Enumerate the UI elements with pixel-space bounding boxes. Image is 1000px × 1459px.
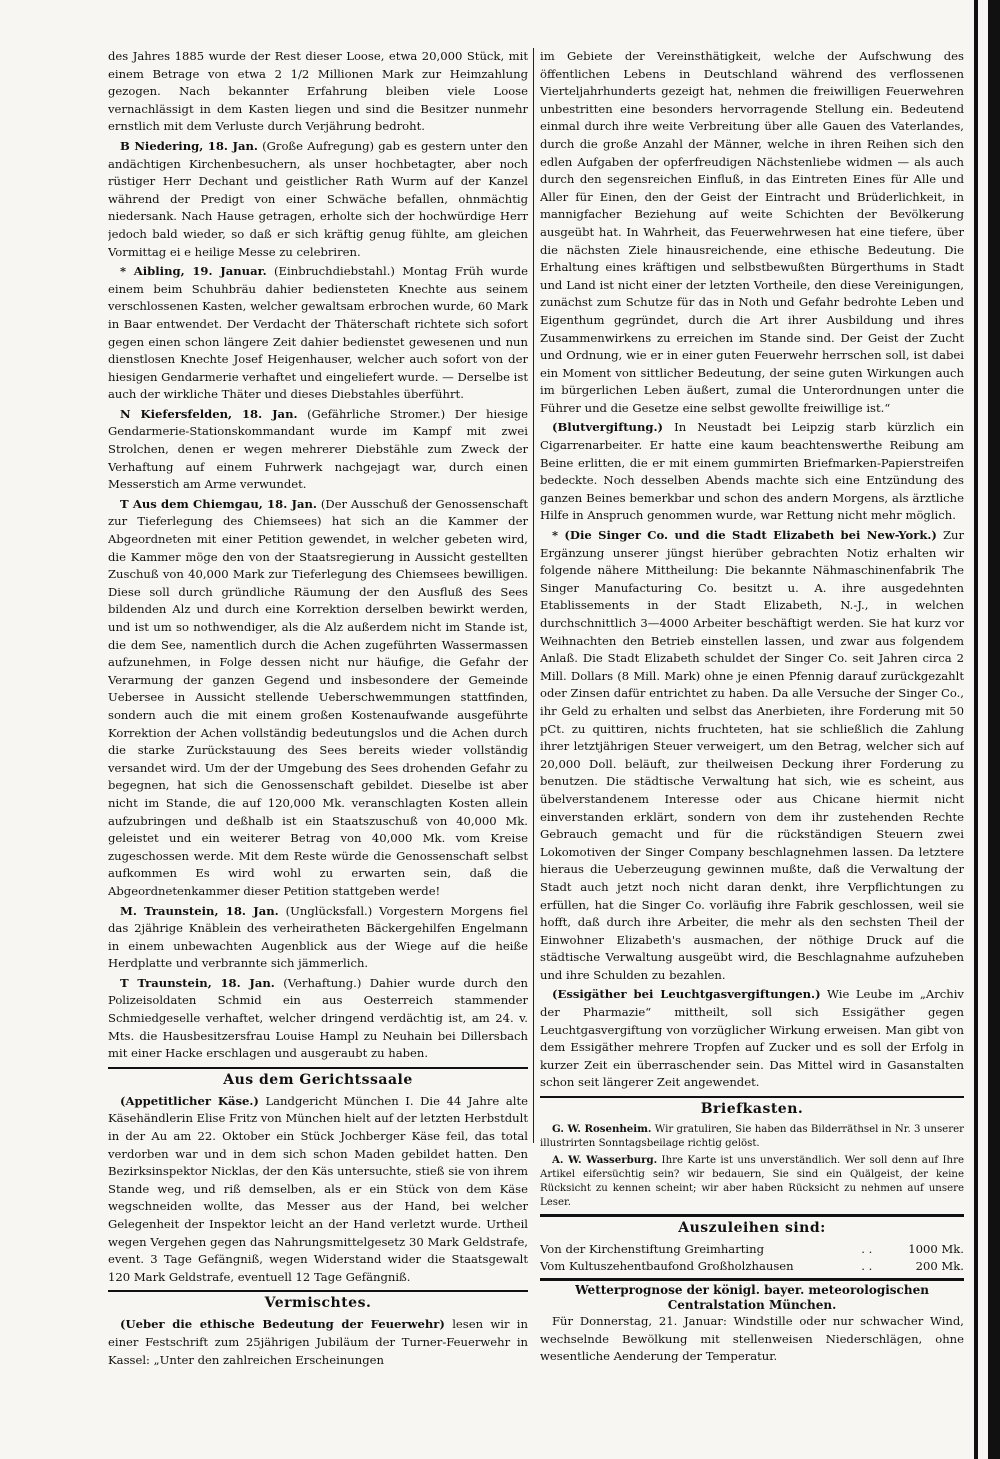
article-lead: * Aibling, 19. Januar. (120, 264, 267, 279)
article-lead: T Aus dem Chiemgau, 18. Jan. (120, 496, 317, 511)
loan-dots: . . (861, 1259, 873, 1274)
loan-row (540, 1241, 964, 1258)
weather-forecast-text: Für Donnerstag, 21. Januar: Windstille oder nur schwacher Wind, wechselnde Bewölkung mit stellenweisen Niederschlägen, ohne wesentliche Aenderung der Temperatur. (540, 1314, 964, 1364)
left-articles (108, 48, 528, 1063)
news-article (108, 406, 528, 494)
article-text: Wir gratuliren, Sie haben das Bilderräthsel in Nr. 3 unserer illustrirten Sonntagsbeilage richtig gelöst. (540, 1124, 964, 1150)
page-edge-shadow (974, 0, 978, 1459)
loan-row (540, 1258, 964, 1275)
article-text: des Jahres 1885 wurde der Rest dieser Loose, etwa 20,000 Stück, mit einem Betrage von etwa 2 1/2 Millionen Mark zur Heimzahlung gezogen. Nach bekannter Erfahrung bleiben viele Loose vernachlässigt in dem Kasten liegen und sind die Besitzer nunmehr ernstlich mit dem Verluste durch Verjährung bedroht. (108, 49, 528, 134)
article-text: (Einbruchdiebstahl.) Montag Früh wurde einem beim Schuhbräu dahier bediensteten Knechte aus seinem verschlossenen Kasten, welcher gewaltsam erbrochen wurde, 60 Mark in Baar entwendet. Der Verdacht der Thäterschaft richtete sich sofort gegen einen schon längere Zeit dahier bedienstet gewesenen und nun dienstlosen Knechte Josef Heigenhauser, welcher auch sofort von der hiesigen Gendarmerie verhaftet und eingeliefert wurde. — Derselbe ist auch der wirkliche Thäter und dieses Diebstahles überführt. (108, 264, 528, 402)
article-lead: T Traunstein, 18. Jan. (120, 975, 275, 990)
court-article-lead: (Appetitlicher Käse.) (120, 1093, 259, 1108)
letterbox-entry (540, 1153, 964, 1210)
right-articles (540, 48, 964, 1092)
news-article (540, 48, 964, 417)
article-text: (Große Aufregung) gab es gestern unter den andächtigen Kirchenbesuchern, als unser hochbetagter, aber noch rüstiger Herr Dechant und geistlicher Rath Wurm auf der Kanzel während der Predigt von einer Schwäche befallen, ohnmächtig niedersank. Nach Hause getragen, erholte sich der hochwürdige Herr jedoch bald wieder, so daß er sich kräftig genug fühlte, am gleichen Vormittag ei e heilige Messe zu celebriren. (108, 138, 528, 259)
article-text: Zur Ergänzung unserer jüngst hierüber gebrachten Notiz erhalten wir folgende nähere Mittheilung: Die bekannte Nähmaschinenfabrik The Singer Manufacturing Co. besitzt u. A. ihre ausgedehnten Etablissements in der Stadt Elizabeth, N.-J., in welchen durchschnittlich 3—4000 Arbeiter beschäftigt werden. Sie hat kurz vor Weihnachten den Betrieb einstellen lassen, und zwar aus folgendem Anlaß. Die Stadt Elizabeth schuldet der Singer Co. seit Jahren circa 2 Mill. Dollars (8 Mill. Mark) ohne je einen Pfennig darauf zurückgezahlt oder Zinsen dafür entrichtet zu haben. Da alle Versuche der Singer Co., ihr Geld zu erhalten und selbst das Anerbieten, ihre Forderung mit 50 pCt. zu quittiren, nichts fruchteten, hat sie schließlich die Zahlung ihrer letztjährigen Steuer verweigert, um den Betrag, welcher sich auf 20,000 Doll. beläuft, zur theilweisen Deckung ihrer Forderung zu benutzen. Die städtische Verwaltung hat sich, wie es scheint, aus übelverstandenem Interesse oder aus Chicane hiermit nicht einverstanden erklärt, sondern von dem ihr zustehenden Rechte Gebrauch gemacht und für die rückständigen Steuern zwei Lokomotiven der Singer Company beschlagnehmen lassen. Da letztere hieraus die Ueberzeugung gewinnen mußte, daß die Verwaltung der Stadt auch jetzt noch nicht daran denkt, ihre Verpflichtungen zu erfüllen, hat die Singer Co. vorläufig ihre Fabrik geschlossen, weil sie hofft, daß durch ihre Arbeiter, die mehr als den sechsten Theil der Einwohner Elizabeth's ausmachen, der nöthige Druck auf die städtische Verwaltung ausgeübt wird, die Beschlagnahme aufzuheben und ihre Schulden zu bezahlen. (540, 528, 964, 982)
article-lead: G. W. Rosenheim. (552, 1123, 652, 1136)
left-column (108, 48, 528, 1443)
loan-dots: . . (861, 1242, 873, 1257)
weather-heading: Wetterprognose der königl. bayer. meteorologischen Centralstation München. (540, 1278, 964, 1313)
misc-article (108, 1316, 528, 1369)
weather-forecast (540, 1313, 964, 1366)
article-text: Ihre Karte ist uns unverständlich. Wer soll denn auf Ihre Artikel eifersüchtig sein? wir bedauern, Sie sind ein Quälgeist, der keine Rücksicht zu kennen scheint; wir aber haben Rücksicht zu nehmen auf unsere Leser. (540, 1155, 964, 1209)
article-lead: N Kiefersfelden, 18. Jan. (120, 406, 298, 421)
letterbox-entries (540, 1122, 964, 1210)
article-text: Wie Leube im „Archiv der Pharmazie“ mittheilt, soll sich Essigäther gegen Leuchtgasvergiftung von vorzüglicher Wirkung erweisen. Man gibt von dem Essigäther mehrere Tropfen auf Zucker und es soll der Erfolg in kurzer Zeit ein überraschender sein. Das Mittel wird in Gasanstalten schon seit längerer Zeit angewendet. (540, 987, 964, 1090)
loans-table (540, 1241, 964, 1275)
article-lead: M. Traunstein, 18. Jan. (120, 903, 279, 918)
letterbox-entry (540, 1122, 964, 1151)
court-section-heading: Aus dem Gerichtssaale (108, 1067, 528, 1089)
page-edge-border (988, 0, 1000, 1459)
article-text: (Gefährliche Stromer.) Der hiesige Gendarmerie-Stationskommandant wurde im Kampf mit zwei Strolchen, denen er wegen mehrerer Diebstähle zum Zweck der Verhaftung auf einem Fuhrwerk nachgejagt war, durch einen Messerstich am Arme verwundet. (108, 406, 528, 492)
right-column (540, 48, 964, 1443)
article-text: (Der Ausschuß der Genossenschaft zur Tieferlegung des Chiemsees) hat sich an die Kammer der Abgeordneten mit einer Petition gewendet, in welcher gebeten wird, die Kammer möge den von der Staatsregierung in Aussicht gestellten Zuschuß von 40,000 Mark zur Tieferlegung des Chiemsees bewilligen. Diese soll durch gründliche Räumung der den Ausfluß des Sees bildenden Alz und durch eine Korrektion derselben bewirkt werden, und ist um so nothwendiger, als die Alz außerdem nicht im Stande ist, die dem See, namentlich durch die Achen zugeführten Wassermassen aufzunehmen, in Folge dessen nicht nur häufige, die Gefahr der Verarmung der ganzen Gegend und insbesondere der Gemeinde Uebersee in Aussicht stellende Ueberschwemmungen stattfinden, sondern auch die mit einem großen Kostenaufwande ausgeführte Korrektion der Achen vollständig bedeutungslos und die Achen durch die starke Zurückstauung des Sees bereits wieder vollständig versandet wird. Um der der Umgebung des Sees drohenden Gefahr zu begegnen, hat sich die Genossenschaft gebildet. Dieselbe ist aber nicht im Stande, die auf 120,000 Mk. veranschlagten Kosten allein aufzubringen und deßhalb ist ein Staatszuschuß von 40,000 Mk. geleistet und ein weiterer Betrag von 40,000 Mk. vom Kreise zugeschossen werde. Mit dem Reste würde die Genossenschaft selbst aufkommen Es wird wohl zu erwarten sein, daß die Abgeordnetenkammer dieser Petition stattgeben werde! (108, 496, 528, 898)
misc-article-text: lesen wir in einer Festschrift zum 25jährigen Jubiläum der Turner-Feuerwehr in Kassel: „Unter den zahlreichen Erscheinungen (108, 1317, 528, 1367)
letterbox-heading: Briefkasten. (540, 1096, 964, 1118)
news-article (108, 138, 528, 261)
news-article (540, 419, 964, 525)
column-divider (533, 48, 534, 1143)
news-article (108, 263, 528, 404)
news-article (108, 48, 528, 136)
loan-amount: 1000 Mk. (908, 1242, 964, 1257)
news-article (540, 527, 964, 984)
article-text: In Neustadt bei Leipzig starb kürzlich ein Cigarrenarbeiter. Er hatte eine kaum beachtenswerthe Reibung am Beine erlitten, die er mit einem gummirten Briefmarken-Papierstreifen bedeckte. Noch desselben Abends machte sich eine Entzündung des ganzen Beines bemerkbar und schon des andern Morgens, als ärztliche Hilfe in Anspruch genommen wurde, war Rettung nicht mehr möglich. (540, 420, 964, 523)
article-lead: (Blutvergiftung.) (552, 420, 664, 435)
news-article (108, 496, 528, 901)
loan-source: Vom Kultuszehentbaufond Großholzhausen (540, 1259, 794, 1274)
article-text: (Unglücksfall.) Vorgestern Morgens fiel das 2jährige Knäblein des verheiratheten Bäckergehilfen Engelmann in einem unbewachten Augenblick aus der Wiege auf die heiße Herdplatte und verbrannte sich jämmerlich. (108, 903, 528, 971)
loan-source: Von der Kirchenstiftung Greimharting (540, 1242, 764, 1257)
article-text: (Verhaftung.) Dahier wurde durch den Polizeisoldaten Schmid ein aus Oesterreich stammender Schmiedgeselle verhaftet, welcher dringend verdächtig ist, am 24. v. Mts. die Hausbesitzersfrau Louise Hampl zu Neuhain bei Dillersbach mit einer Hacke erschlagen und ausgeraubt zu haben. (108, 975, 528, 1061)
news-article (108, 903, 528, 973)
article-lead: * (Die Singer Co. und die Stadt Elizabeth bei New-York.) (552, 528, 937, 543)
court-article (108, 1093, 528, 1287)
news-article (540, 986, 964, 1092)
news-article (108, 975, 528, 1063)
article-lead: A. W. Wasserburg. (552, 1154, 658, 1167)
misc-article-lead: (Ueber die ethische Bedeutung der Feuerwehr) (120, 1317, 445, 1332)
article-text: im Gebiete der Vereinsthätigkeit, welche der Aufschwung des öffentlichen Lebens in Deutschland während des verflossenen Vierteljahrhunderts gezeigt hat, nehmen die freiwilligen Feuerwehren unbestritten eine besonders hervorragende Stellung ein. Bedeutend einmal durch ihre weite Verbreitung über alle Gauen des Vaterlandes, durch die große Anzahl der Männer, welche in ihren Reihen sich den edlen Aufgaben der opferfreudigen Nächstenliebe widmen — als auch durch den segensreichen Einfluß, in das Eintreten Eines für Alle und Aller für Einen, den der Geist der Eintracht und Brüderlichkeit, in mannigfacher Beziehung auf weite Schichten der Bevölkerung ausgeübt hat. In Wahrheit, das Feuerwehrwesen hat eine tiefere, über die nächsten Ziele hinausreichende, eine ethische Bedeutung. Die Erhaltung eines kräftigen und selbstbewußten Bürgerthums in Stadt und Land ist nicht einer der letzten Vortheile, den diese Vereinigungen, zunächst zum Schutze für das in Noth und Gefahr bedrohte Leben und Eigenthum gegründet, durch die Art ihrer Ausbildung und ihres Zusammenwirkens zu erreichen im Stande sind. Der Geist der Zucht und Ordnung, wie er in einer guten Feuerwehr herrschen soll, ist dabei ein Moment von sittlicher Bedeutung, der seine guten Wirkungen auch im bürgerlichen Leben äußert, zumal die Unterordnungen unter die Führer und die Gesetze eine selbst gewollte freiwillige ist.“ (540, 49, 964, 415)
loans-heading: Auszuleihen sind: (540, 1214, 964, 1237)
misc-section-heading: Vermischtes. (108, 1290, 528, 1312)
article-lead: (Essigäther bei Leuchtgasvergiftungen.) (552, 987, 821, 1002)
court-article-text: Landgericht München I. Die 44 Jahre alte Käsehändlerin Elise Fritz von München hielt auf der letzten Herbstdult in der Au am 22. Oktober ein Stück Jochberger Käse feil, das total verdorben war und in dem sich schon Maden gebildet hatten. Den Bezirksinspektor Nicklas, der den Käs untersuchte, stieß sie von ihrem Stande weg, und riß demselben, als er ein Stück von dem Käse wegschneiden wollte, das Messer aus der Hand, bei welcher Gelegenheit der Inspektor leicht an der Hand verletzt wurde. Urtheil wegen Vergehen gegen das Nahrungsmittelgesetz 30 Mark Geldstrafe, event. 3 Tage Gefängniß, wegen Widerstand wider die Staatsgewalt 120 Mark Geldstrafe, eventuell 12 Tage Gefängniß. (108, 1093, 528, 1284)
article-lead: B Niedering, 18. Jan. (120, 138, 258, 153)
loan-amount: 200 Mk. (915, 1259, 964, 1274)
